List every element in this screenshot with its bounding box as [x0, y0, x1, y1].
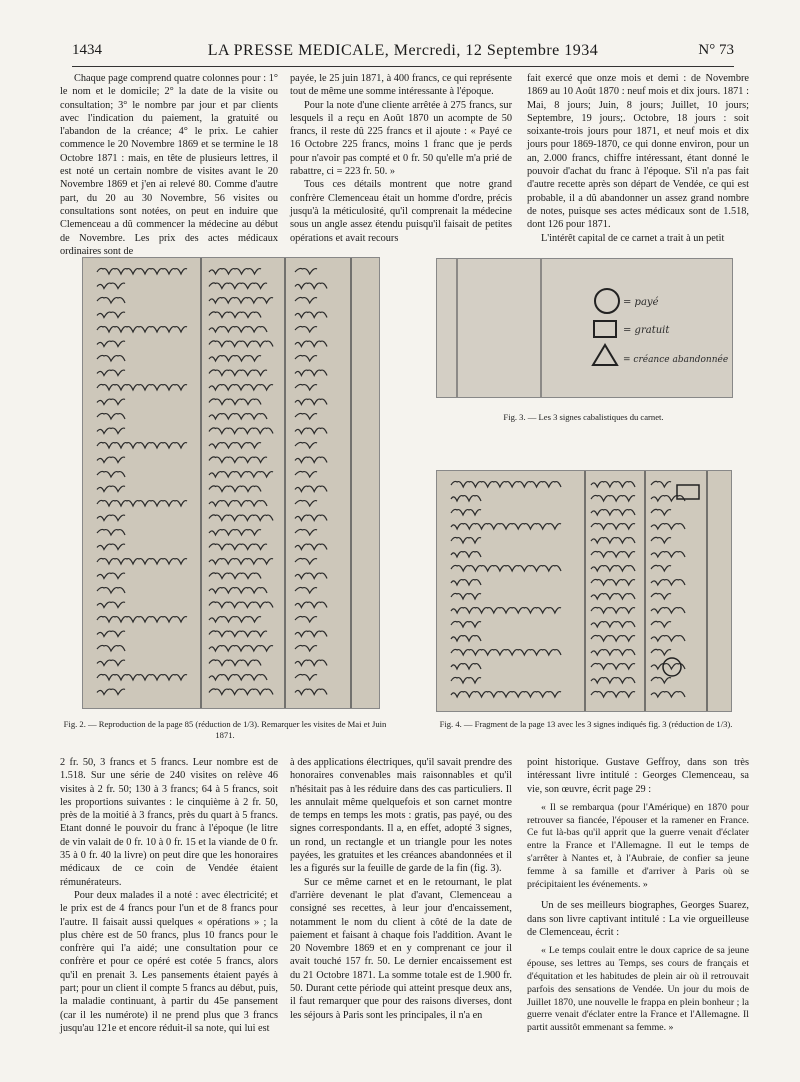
page-number: 1434: [72, 42, 102, 58]
notebook-page-illustration: [83, 258, 379, 708]
paragraph: à des applications électriques, qu'il savait prendre des honoraires convenables mais raisonnables et qu'il n'hésitait pas à les réduire dans des cas particuliers. Il les annulait même quelquefois et son carnet montre de temps en temps les mots : gratis, pas payé, ou des signes correspondants. Il a, en effet, adopté 3 signes, un rond, un rectangle et un triangle pour les notes payées, les gratuites et les créances abandonnées et il les a figurés sur la feuille de garde de la fin (fig. 3).: [290, 757, 512, 875]
notebook-fragment-illustration: [437, 471, 731, 711]
article-column-top-2: [290, 72, 512, 245]
quotation: « Il se rembarqua (pour l'Amérique) en 1870 pour retrouver sa fiancée, l'épouser et la ramener en France. Ce fut là-bas qu'il apprit que la guerre venait d'éclater entre la France et l'Allemagne. Il eut le temps de s'arrêter à Nantes et, à l'Aubraie, de confier sa jeune femme à sa famille et d'arriver à Paris où se précipitaient les événements. »: [527, 801, 749, 890]
sign-label-paid: = payé: [623, 297, 659, 308]
page-header: [72, 42, 734, 64]
figure-4-caption: Fig. 4. — Fragment de la page 13 avec les 3 signes indiqués fig. 3 (réduction de 1/3).: [439, 719, 733, 729]
paragraph: Pour la note d'une cliente arrêtée à 275 francs, sur lesquels il a reçu en Août 1870 un acompte de 50 francs, il reste dû 225 francs et il ajoute : « Payé ce 16 Octobre 225 francs, moins 1 franc que je perds pour n'avoir pas compté et 0 fr. 50 qu'elle m'a prié de rabattre, ci = 223 fr. 50. »: [290, 99, 512, 178]
paragraph: Sur ce même carnet et en le retournant, le plat d'arrière devenant le plat d'avant, Clemenceau a consigné ses recettes, à leur jour d'encaissement, notamment le nom du client à côté de la date de paiement et faisant à chaque fois l'addition. Avant le 20 Novembre 1869 et en y comprenant ce jour il avait touché 157 fr. 50. Le dernier encaissement est du 21 Octobre 1871. La somme totale est de 1.900 fr. 50. Durant cette période qui atteint presque deux ans, il faut remarquer que pour des raisons diverses, dont les séjours à Paris sont les principales, il n'a en: [290, 876, 512, 1021]
signs-illustration: [437, 259, 732, 397]
paragraph: payée, le 25 juin 1871, à 400 francs, ce qui représente tout de même une somme intéressante à l'époque.: [290, 73, 512, 98]
figure-3-caption: Fig. 3. — Les 3 signes cabalistiques du carnet.: [503, 412, 664, 422]
paragraph: L'intérêt capital de ce carnet a trait à un petit: [541, 232, 725, 244]
paragraph: Tous ces détails montrent que notre grand confrère Clemenceau était un homme d'ordre, précis jusqu'à la méticulosité, qu'il comprenait la médecine sous un angle assez étendu puisqu'il faisait de petites opérations et avait recours: [290, 179, 512, 244]
article-column-bottom-2: [290, 756, 512, 1022]
paragraph: 2 fr. 50, 3 francs et 5 francs. Leur nombre est de 1.518. Sur une série de 240 visites on relève 46 visites à 2 fr. 50; 130 à 3 francs; 64 à 5 francs, soit les proportions suivantes : le cinquième à 2 fr. 50, près de la moitié à 3 francs, près du quart à 5 francs. Etant donné le pouvoir du franc à l'époque (le litre de vin valait de 0 fr. 10 à 0 fr. 15 et la viande de 0 fr. 35 à 0 fr. 40 la livre) on peut dire que les honoraires médicaux de ce coin de Vendée étaient rémunérateurs.: [60, 757, 278, 888]
masthead: LA PRESSE MEDICALE, Mercredi, 12 Septembre 1934: [207, 42, 599, 59]
figure-2-notebook-page: [82, 257, 380, 709]
article-column-top-3: [527, 72, 749, 245]
article-column-top-1: [60, 72, 278, 258]
sign-label-free: = gratuit: [623, 325, 670, 336]
figure-4-notebook-fragment: [436, 470, 732, 712]
quotation: « Le temps coulait entre le doux caprice de sa jeune épouse, ses lettres au Temps, ses cours de français et d'équitation et les habitudes de plein air où il retrouvait parfois des sensations de Vendée. Un jour du mois de Juillet 1870, une nouvelle le frappa en plein bonheur ; la guerre venait d'éclater entre la France et l'Allemagne. Il partit aussitôt emmenant sa femme. »: [527, 945, 749, 1034]
paragraph: Un de ses meilleurs biographes, Georges Suarez, dans son livre captivant intitulé : La vie orgueilleuse de Clemenceau, écrit :: [527, 900, 749, 939]
figure-2-caption: Fig. 2. — Reproduction de la page 85 (réduction de 1/3). Remarquer les visites de Mai et Juin 1871.: [63, 719, 387, 740]
article-column-bottom-1: [60, 756, 278, 1035]
article-column-bottom-3: [527, 756, 749, 1035]
paragraph: fait exercé que onze mois et demi : de Novembre 1869 au 10 Août 1870 : neuf mois et dix jours. 1871 : Mai, 8 jours; Juin, 8 jours; Juillet, 10 jours; Septembre, 19 jours;. Octobre, 18 jours : soit soixante-trois jours pour 1871, et neuf mois et dix jours pour 1869-1870, ce qui donne environ, pour un an, 2.000 francs, chiffre intéressant, étant donné le pouvoir d'achat du franc à l'époque. S'il n'a pas fait d'autre recette après son départ de Vendée, ce qui est probable, il a dû abandonner un assez grand nombre de notes, puisque ses actes médicaux sont de 1.518, dont 126 pour 1871.: [527, 73, 749, 231]
figure-3-signs: [436, 258, 733, 398]
issue-number: N° 73: [698, 42, 734, 58]
paragraph: point historique. Gustave Geffroy, dans son très intéressant livre intitulé : Georges Clemenceau, sa vie, son œuvre, écrit page 29 :: [527, 757, 749, 795]
header-rule: [72, 66, 734, 67]
paragraph: Pour deux malades il a noté : avec électricité; et le prix est de 4 francs pour l'un et de 8 francs pour l'autre. Il faisait aussi quelques « opérations » ; la plus chère est de 50 francs, plus 10 francs pour le confrère qui l'a aidé; une consultation pour ce confrère et pour ce opéré est cotée 5 francs, alors qu'il en prenait 3. Les pansements étaient payés à part; pour un client il compte 5 francs au début, puis, la maladie continuant, à partir du 45e pansement (car il les numérote) il ne prend plus que 3 francs jusqu'au 121e et encore réduit-il sa note, qui lui est: [60, 889, 278, 1034]
sign-label-abandoned: = créance abandonnée: [623, 355, 729, 365]
paragraph: Chaque page comprend quatre colonnes pour : 1° le nom et le domicile; 2° la date de la visite ou consultation; 3° le nombre par jour et par clients avec l'indication du paiement, la gratuité ou l'abandon de la créance; 4° le prix. Le cahier commence le 20 Novembre 1869 et se termine le 18 Octobre 1871 : mais, en tête de plusieurs lettres, il est noté un certain nombre de visites avant le 20 Novembre 1869 et j'en ai relevé 80. Comme d'autre part, du 20 au 30 Novembre, 56 visites ou consultations sont notées, on peut en induire que Clemenceau a dû commencer la médecine au début de Novembre. Les prix des actes médicaux ordinaires sont de: [60, 73, 278, 257]
